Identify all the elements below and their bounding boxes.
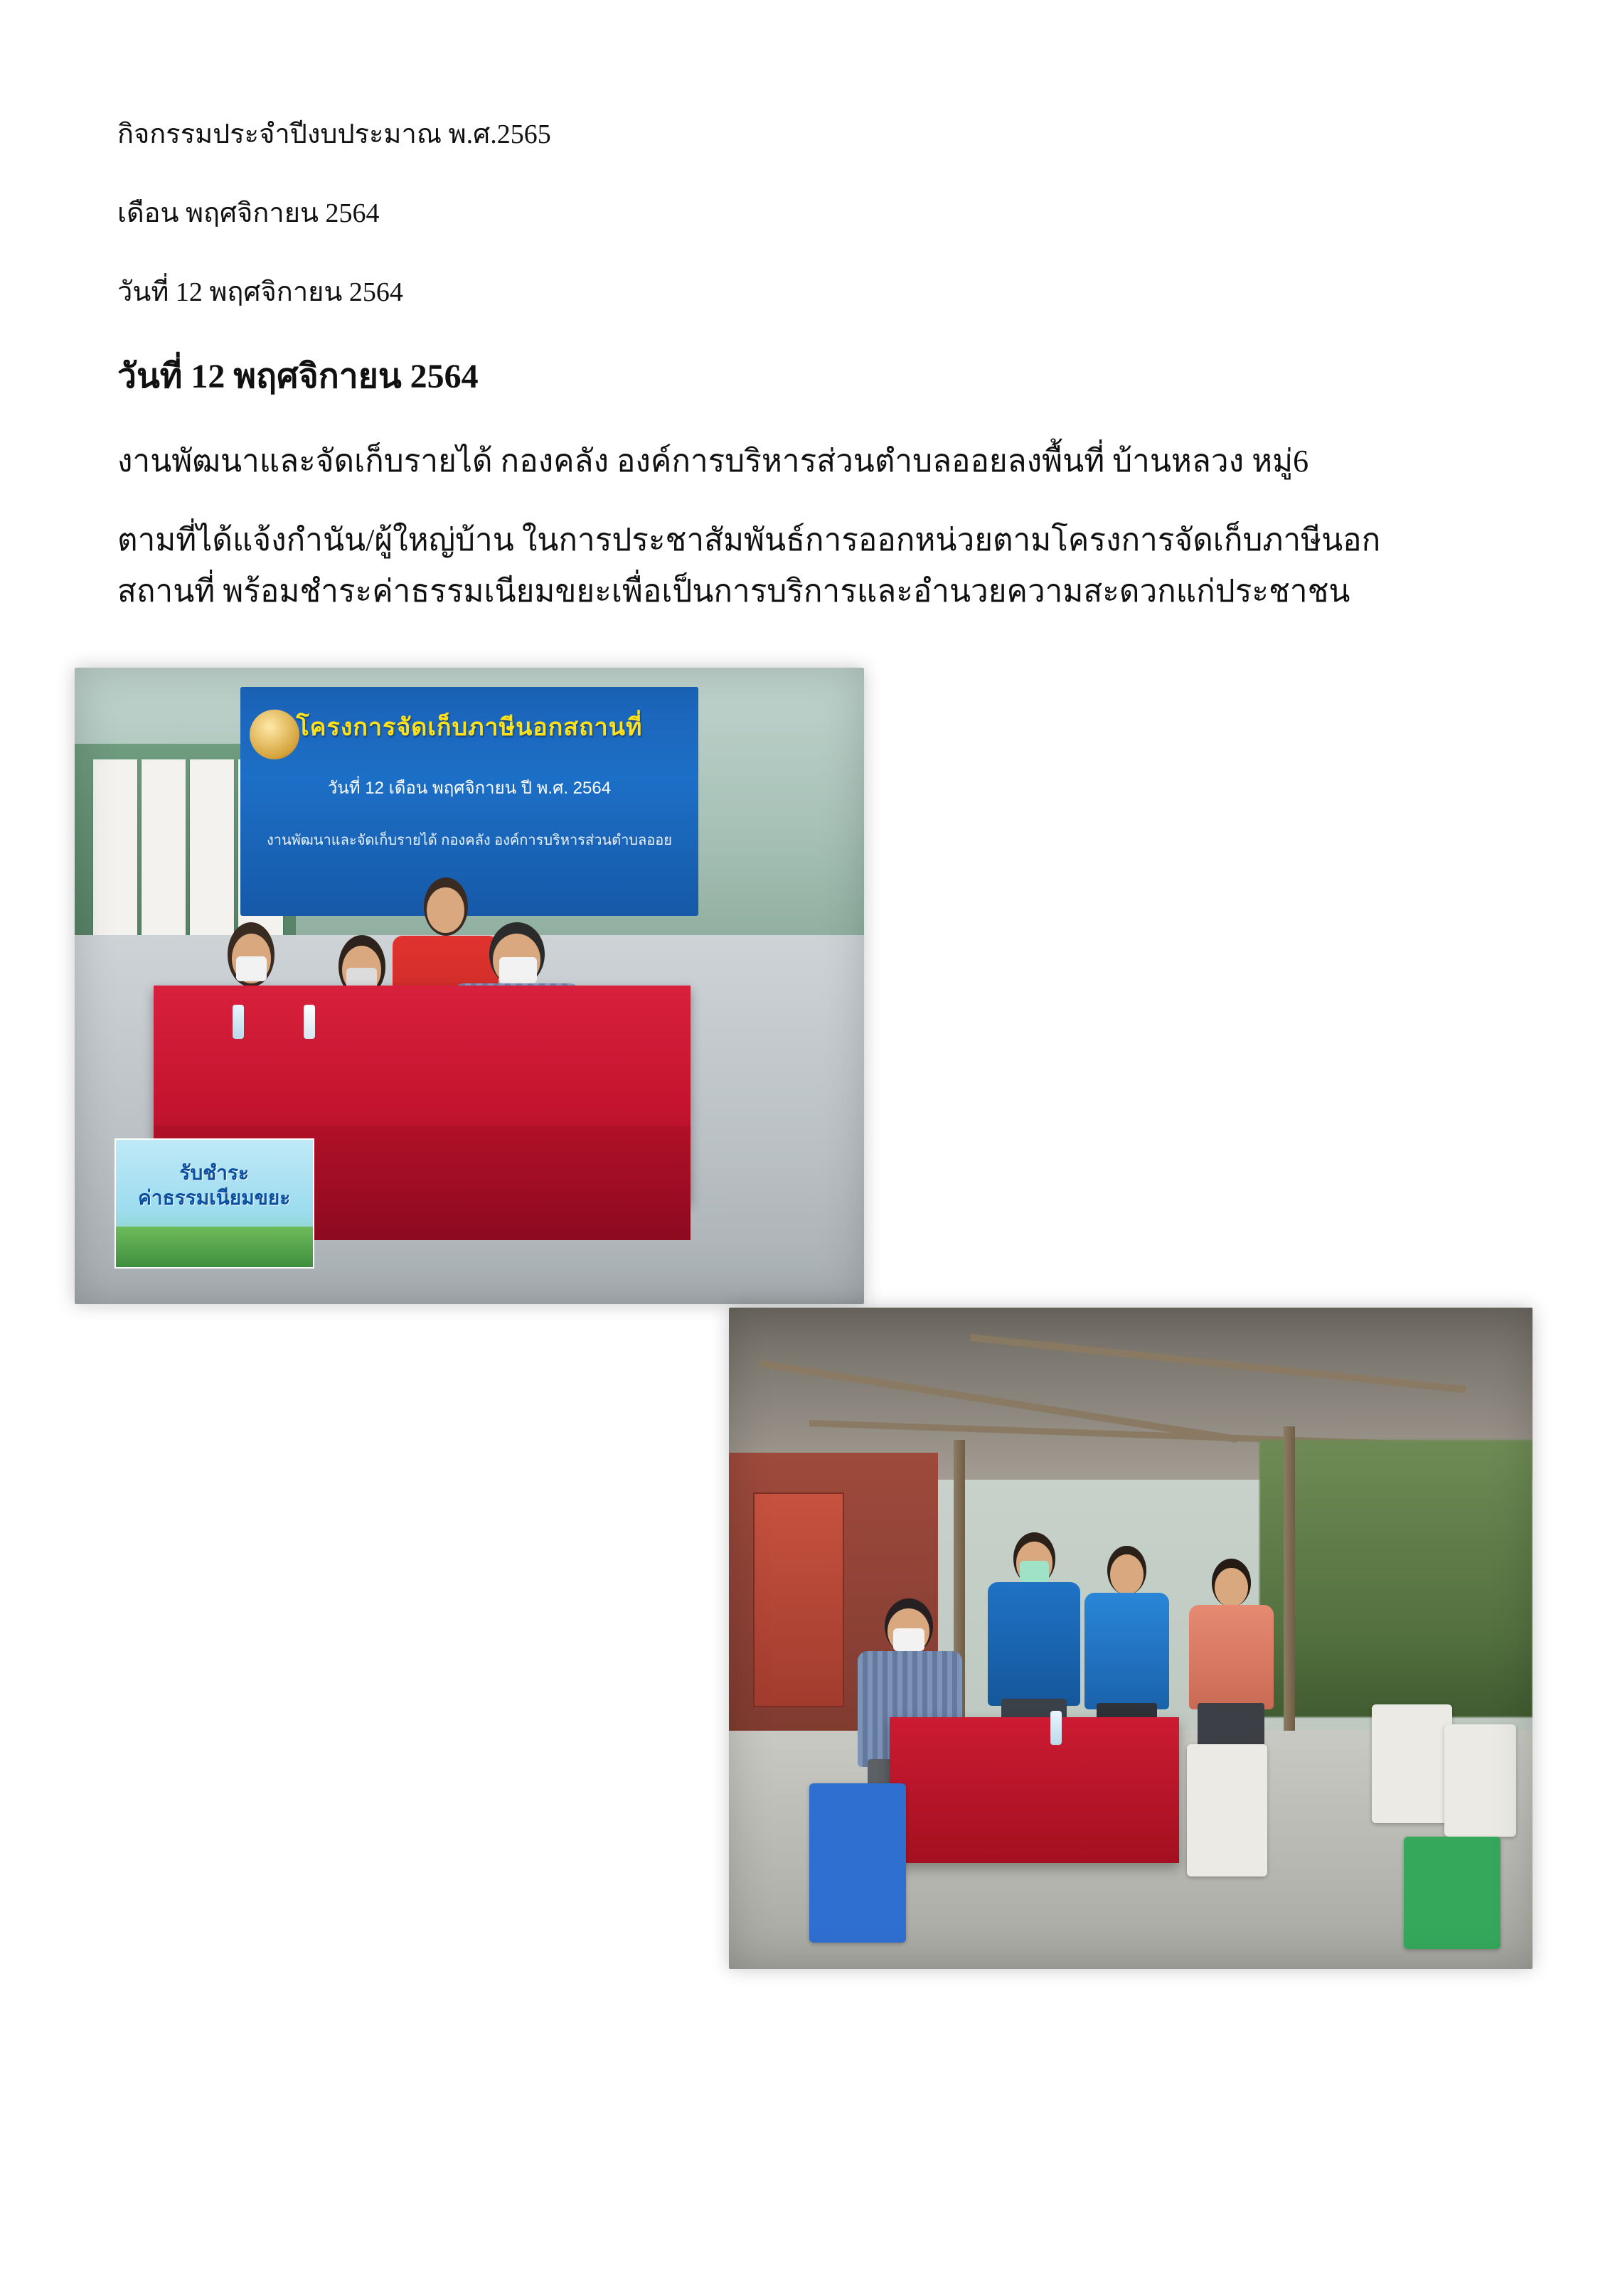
document-text-block — [117, 114, 1433, 616]
photo1-banner-org: งานพัฒนาและจัดเก็บรายได้ กองคลัง องค์การบริหารส่วนตำบลออย — [266, 833, 673, 849]
photo-pavilion-service — [729, 1308, 1533, 1969]
text-line-fiscal-year: กิจกรรมประจำปีงบประมาณ พ.ศ.2565 — [117, 119, 551, 149]
photo1-banner-title: โครงการจัดเก็บภาษีนอกสถานที่ — [296, 713, 643, 741]
photo2-table — [890, 1717, 1179, 1863]
photo1-banner-date: วันที่ 12 เดือน พฤศจิกายน ปี พ.ศ. 2564 — [327, 779, 612, 799]
photo1-fee-sign — [114, 1138, 315, 1269]
photo2-chair-white-1 — [1187, 1744, 1267, 1876]
photo2-chair-white-2 — [1372, 1704, 1452, 1823]
text-line-month: เดือน พฤศจิกายน 2564 — [117, 198, 380, 228]
photo-tax-collection-table — [75, 668, 864, 1304]
text-paragraph-unit: งานพัฒนาและจัดเก็บรายได้ กองคลัง องค์การบริหารส่วนตำบลออยลงพื้นที่ บ้านหลวง หมู่6 — [117, 444, 1309, 479]
photo2-bottle — [1050, 1711, 1062, 1745]
photo1-sanitizer — [304, 1005, 315, 1039]
photo2-chair-white-3 — [1444, 1724, 1517, 1837]
photo2-trees — [1259, 1440, 1533, 1718]
photo2-chair-green — [1404, 1837, 1501, 1949]
photo1-bottle-1 — [233, 1005, 244, 1039]
photo2-chair-blue — [809, 1783, 906, 1942]
photo2-door — [753, 1493, 844, 1707]
text-heading-date: วันที่ 12 พฤศจิกายน 2564 — [117, 357, 479, 395]
text-line-date: วันที่ 12 พฤศจิกายน 2564 — [117, 277, 403, 307]
photo-gallery — [117, 668, 1451, 1983]
text-paragraph-detail: ตามที่ได้แจ้งกำนัน/ผู้ใหญ่บ้าน ในการประชาสัมพันธ์การออกหน่วยตามโครงการจัดเก็บภาษีนอกสถานที่ พร้อมชำระค่าธรรมเนียมขยะเพื่อเป็นการบริการและอำนวยความสะดวกแก่ประชาชน — [117, 523, 1381, 609]
photo1-fee-sign-line1: รับชำระ — [179, 1161, 250, 1184]
photo1-fee-sign-line2: ค่าธรรมเนียมขยะ — [138, 1186, 291, 1209]
